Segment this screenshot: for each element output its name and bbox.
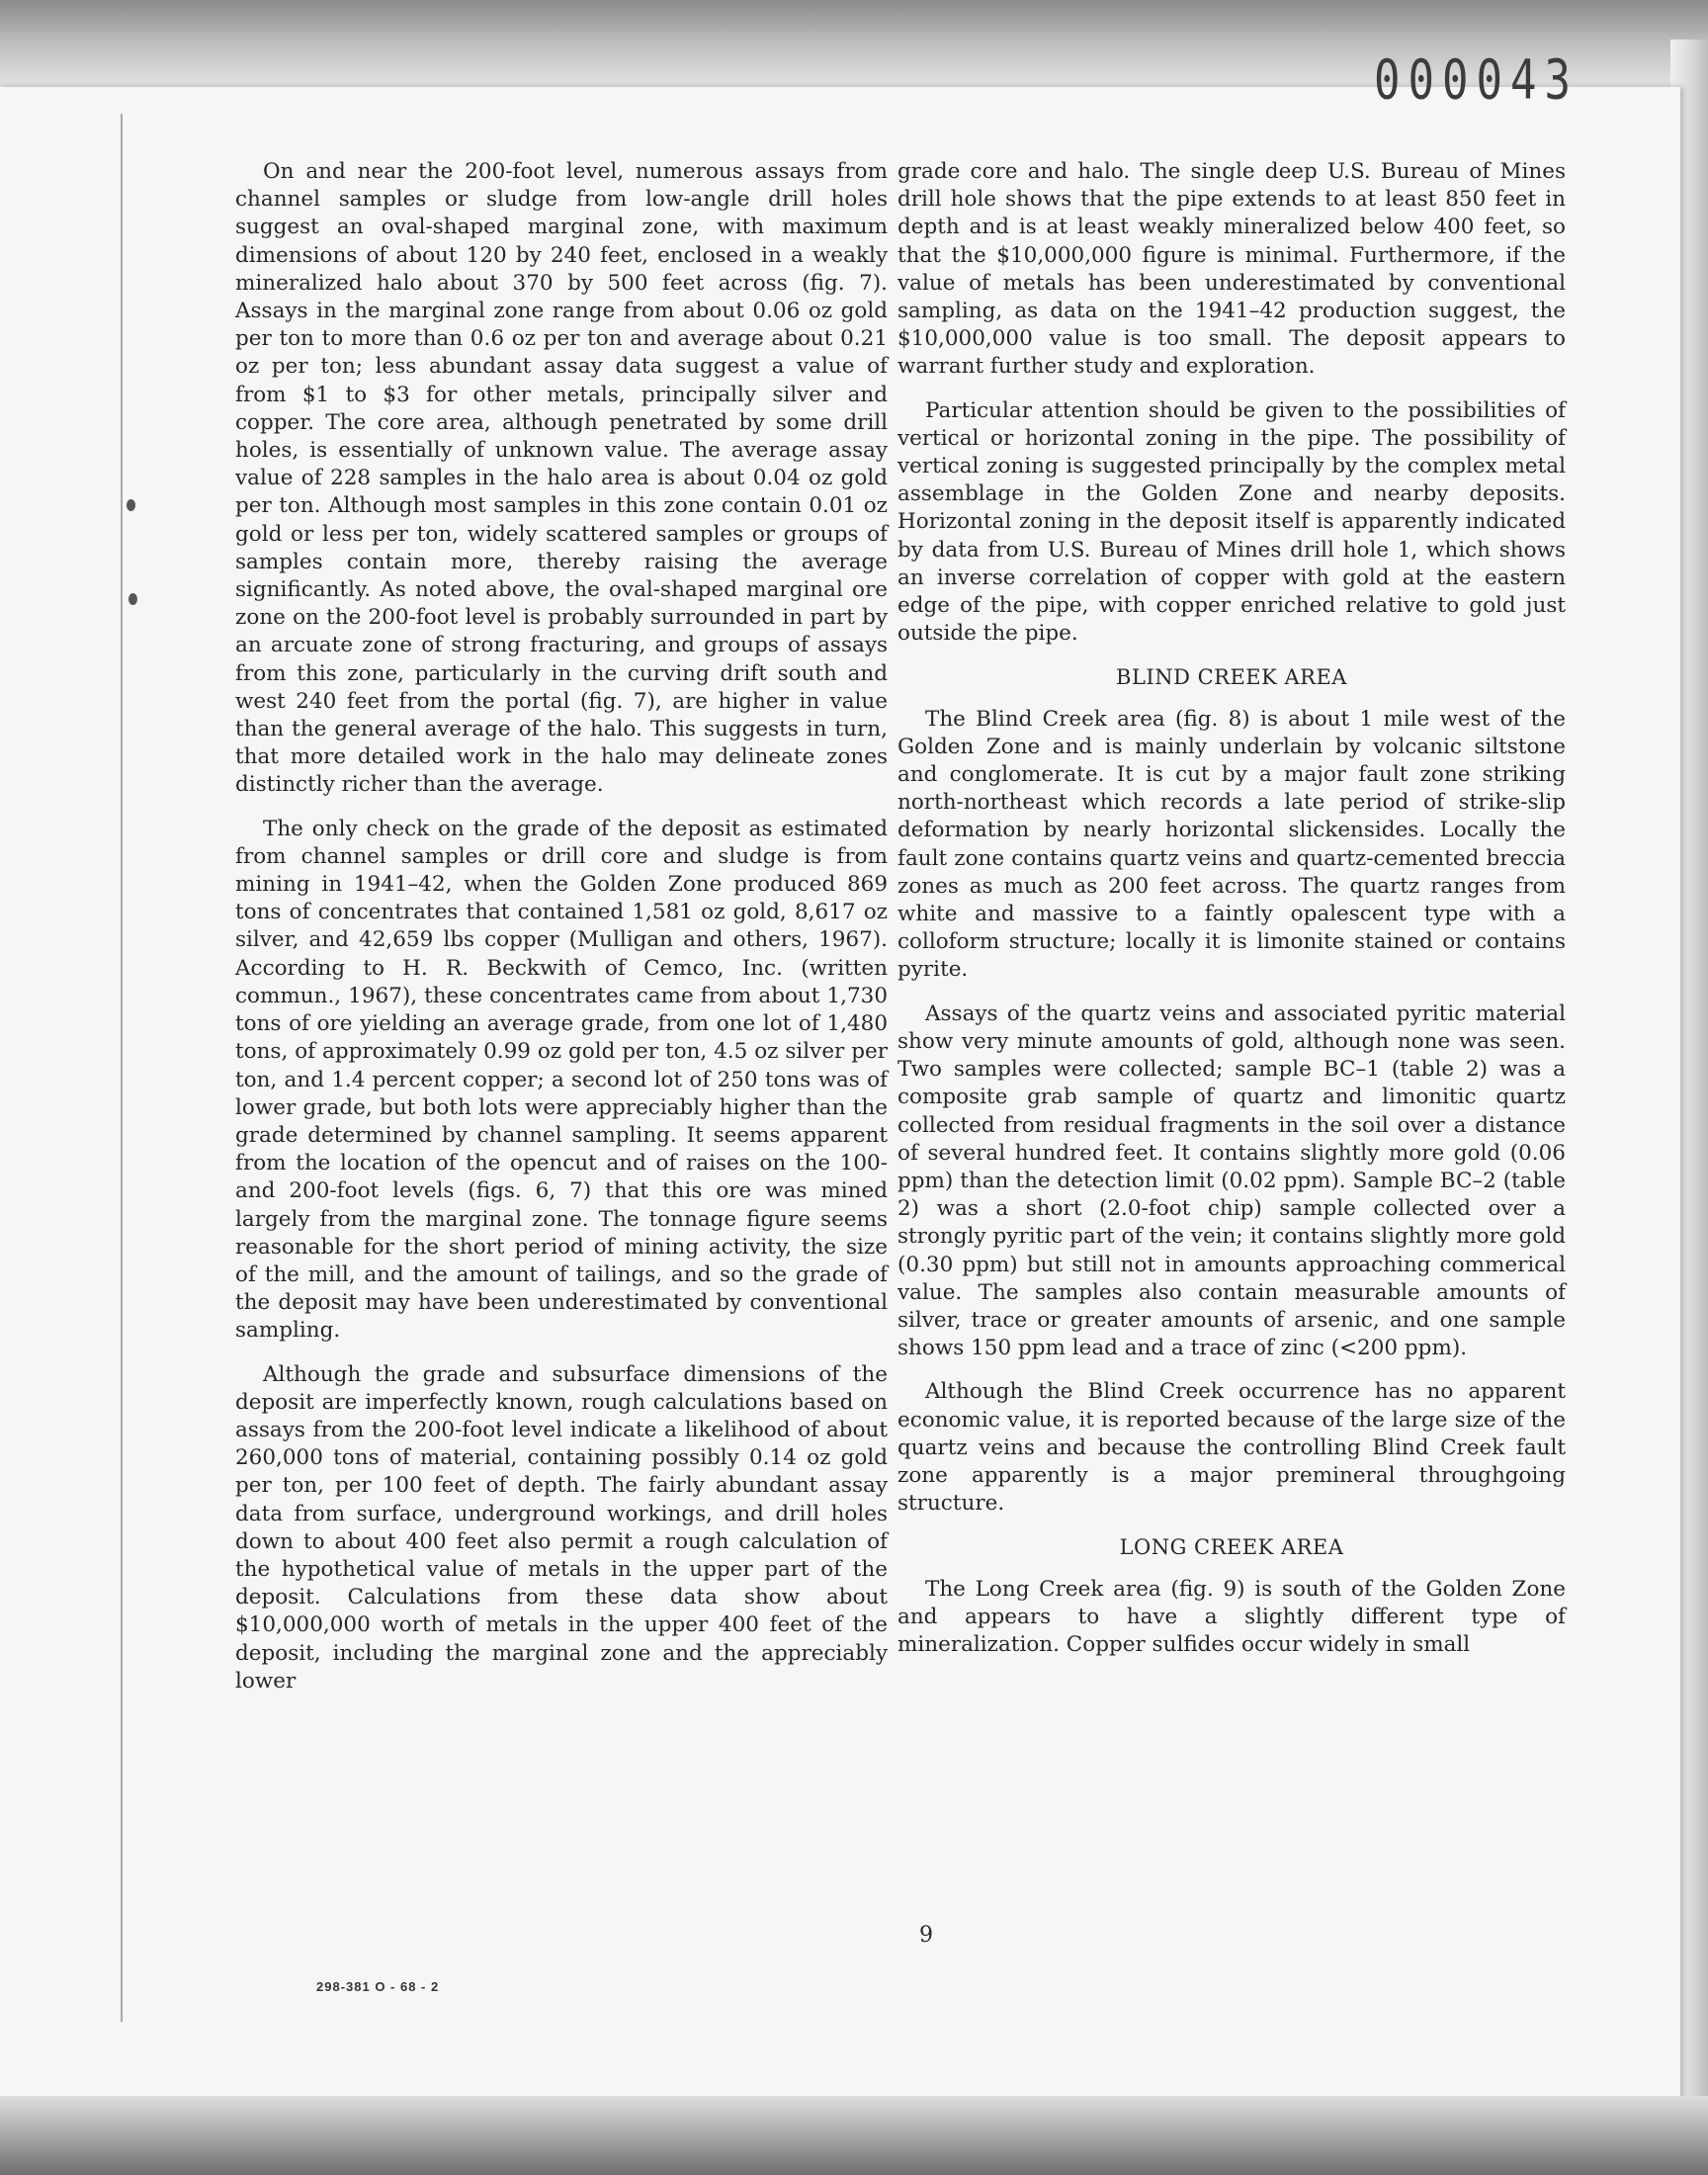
paragraph: Although the Blind Creek occurrence has no apparent economic value, it is reported because of the large size of the quartz veins and because the controlling Blind Creek fault zone apparently is a major premineral throughgoing structure. [897, 1379, 1566, 1517]
paragraph: grade core and halo. The single deep U.S. Bureau of Mines drill hole shows that the pipe extends to at least 850 feet in depth and is at least weakly mineralized below 400 feet, so that the $10,000,000 figure is minimal. Furthermore, if the value of metals has been underestimated by conventional sampling, as data on the 1941–42 production suggest, the $10,000,000 value is too small. The deposit appears to warrant further study and exploration. [897, 159, 1566, 380]
left-column [235, 158, 888, 1711]
scan-shadow-bottom [0, 2096, 1708, 2175]
scan-speck [127, 499, 135, 511]
document-number: 000043 [1374, 48, 1579, 113]
paragraph: Assays of the quartz veins and associated pyritic material show very minute amounts of gold, although none was seen. Two samples were collected; sample BC–1 (table 2) was a composite grab sample of quartz and limonitic quartz collected from residual fragments in the soil over a distance of several hundred feet. It contains slightly more gold (0.06 ppm) than the detection limit (0.02 ppm). Sample BC–2 (table 2) was a short (2.0-foot chip) sample collected over a strongly pyritic part of the vein; it contains slightly more gold (0.30 ppm) but still not in amounts approaching commerical value. The samples also contain measurable amounts of silver, trace or greater amounts of arsenic, and one sample shows 150 ppm lead and a trace of zinc (<200 ppm). [897, 1000, 1566, 1361]
paragraph: Although the grade and subsurface dimensions of the deposit are imperfectly known, rough calculations based on assays from the 200-foot level indicate a likelihood of about 260,000 tons of material, containing possibly 0.14 oz gold per ton, per 100 feet of depth. The fairly abundant assay data from surface, underground workings, and drill holes down to about 400 feet also permit a rough calculation of the hypothetical value of metals in the upper part of the deposit. Calculations from these data show about $10,000,000 worth of metals in the upper 400 feet of the deposit, including the marginal zone and the appreciably lower [235, 1361, 888, 1694]
page-number: 9 [919, 1923, 933, 1948]
section-heading-blind-creek: BLIND CREEK AREA [1116, 665, 1347, 690]
paragraph: The Blind Creek area (fig. 8) is about 1 mile west of the Golden Zone and is mainly underlain by volcanic siltstone and conglomerate. It is cut by a major fault zone striking north-northeast which records a late period of strike-slip deformation by nearly horizontal slickensides. Locally the fault zone contains quartz veins and quartz-cemented breccia zones as much as 200 feet across. The quartz ranges from white and massive to a faintly opalescent type with a colloform structure; locally it is limonite stained or contains pyrite. [897, 706, 1566, 983]
binding-line [121, 114, 123, 2022]
right-column [897, 158, 1566, 1675]
print-code: 298-381 O - 68 - 2 [316, 1979, 440, 1994]
section-heading-long-creek: LONG CREEK AREA [1119, 1535, 1344, 1560]
paragraph: Particular attention should be given to the possibilities of vertical or horizontal zoning in the pipe. The possibility of vertical zoning is suggested principally by the complex metal assemblage in the Golden Zone and nearby deposits. Horizontal zoning in the deposit itself is apparently indicated by data from U.S. Bureau of Mines drill hole 1, which shows an inverse correlation of copper with gold at the eastern edge of the pipe, with copper enriched relative to gold just outside the pipe. [897, 397, 1566, 647]
paragraph: The Long Creek area (fig. 9) is south of the Golden Zone and appears to have a slightly different type of mineralization. Copper sulfides occur widely in small [897, 1576, 1566, 1657]
paragraph: The only check on the grade of the deposit as estimated from channel samples or drill core and sludge is from mining in 1941–42, when the Golden Zone produced 869 tons of concentrates that contained 1,581 oz gold, 8,617 oz silver, and 42,659 lbs copper (Mulligan and others, 1967). According to H. R. Beckwith of Cemco, Inc. (written commun., 1967), these concentrates came from about 1,730 tons of ore yielding an average grade, from one lot of 1,480 tons, of approximately 0.99 oz gold per ton, 4.5 oz silver per ton, and 1.4 percent copper; a second lot of 250 tons was of lower grade, but both lots were appreciably higher than the grade determined by channel sampling. It seems apparent from the location of the opencut and of raises on the 100- and 200-foot levels (figs. 6, 7) that this ore was mined largely from the marginal zone. The tonnage figure seems reasonable for the short period of mining activity, the size of the mill, and the amount of tailings, and so the grade of the deposit may have been underestimated by conventional sampling. [235, 816, 888, 1344]
paragraph: On and near the 200-foot level, numerous assays from channel samples or sludge from low-angle drill holes suggest an oval-shaped marginal zone, with maximum dimensions of about 120 by 240 feet, enclosed in a weakly mineralized halo about 370 by 500 feet across (fig. 7). Assays in the marginal zone range from about 0.06 oz gold per ton to more than 0.6 oz per ton and average about 0.21 oz per ton; less abundant assay data suggest a value of from $1 to $3 for other metals, principally silver and copper. The core area, although penetrated by some drill holes, is essentially of unknown value. The average assay value of 228 samples in the halo area is about 0.04 oz gold per ton. Although most samples in this zone contain 0.01 oz gold or less per ton, widely scattered samples or groups of samples contain more, thereby raising the average significantly. As noted above, the oval-shaped marginal ore zone on the 200-foot level is probably surrounded in part by an arcuate zone of strong fracturing, and groups of assays from this zone, particularly in the curving drift south and west 240 feet from the portal (fig. 7), are higher in value than the general average of the halo. This suggests in turn, that more detailed work in the halo may delineate zones distinctly richer than the average. [235, 159, 888, 798]
scan-speck [128, 593, 137, 605]
